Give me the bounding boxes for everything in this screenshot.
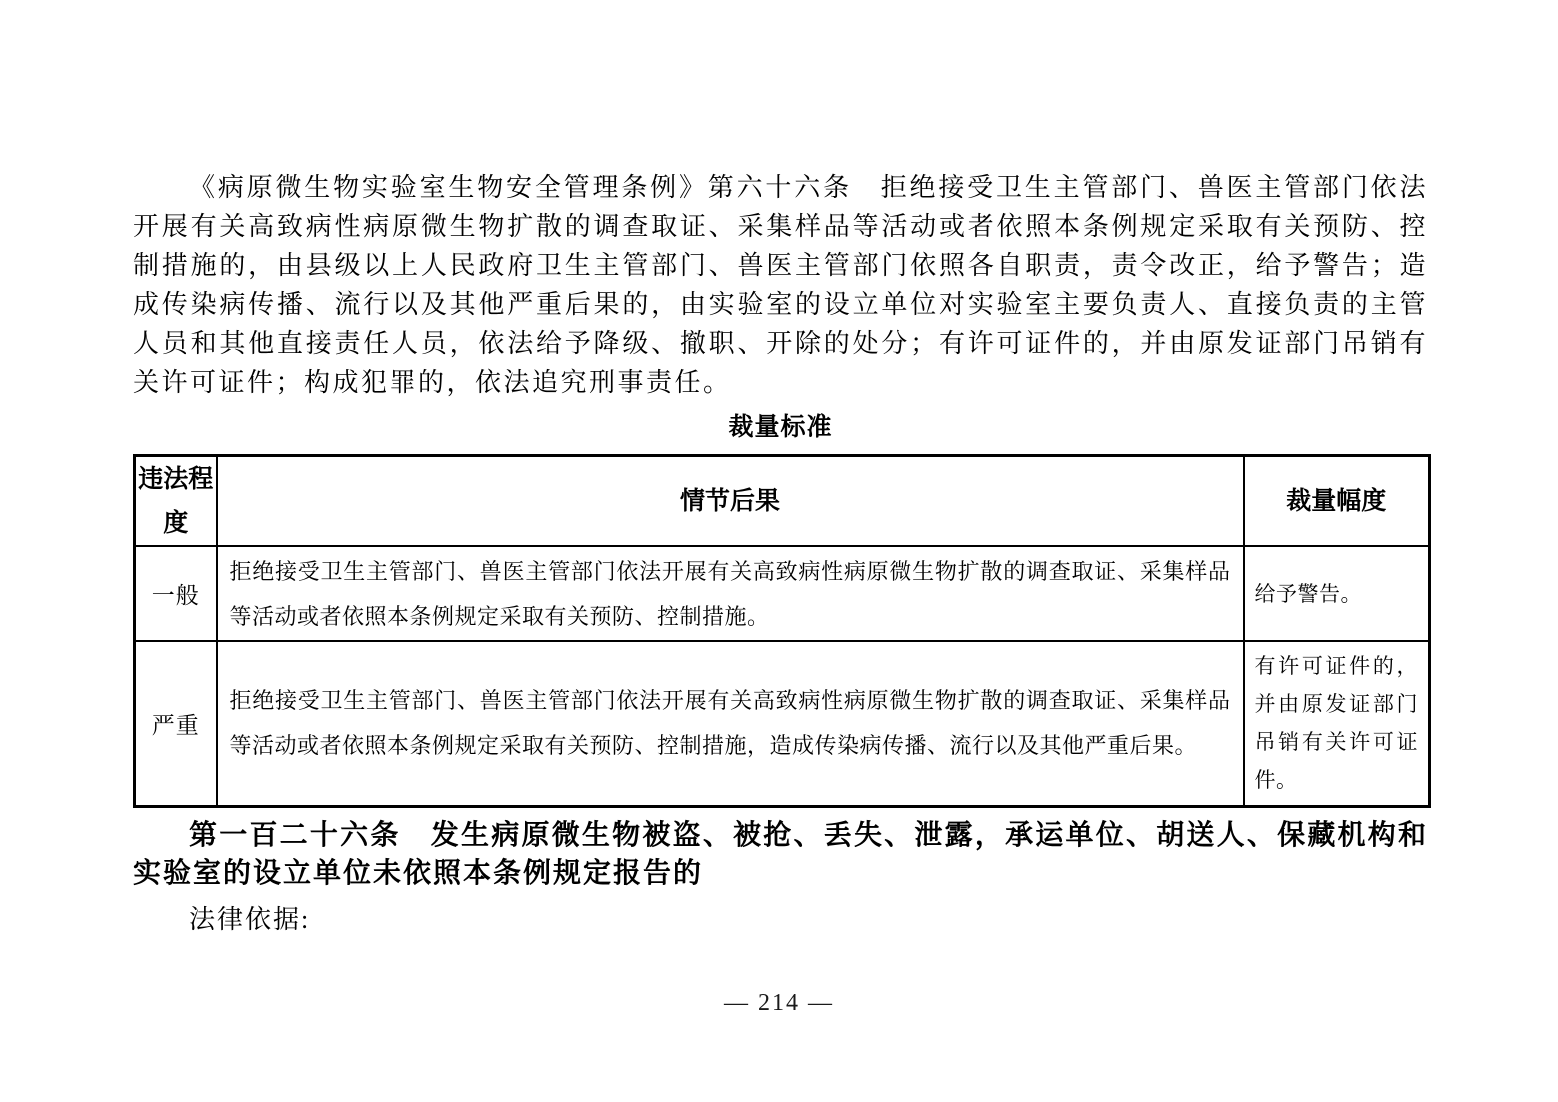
degree-cell-severe: 严重	[135, 641, 217, 806]
range-cell-severe: 有许可证件的，并由原发证部门吊销有关许可证件。	[1244, 641, 1430, 806]
discretion-standards-table	[133, 454, 1431, 808]
range-cell-general: 给予警告。	[1244, 546, 1430, 641]
circumstance-cell-severe: 拒绝接受卫生主管部门、兽医主管部门依法开展有关高致病性病原微生物扩散的调查取证、采集样品等活动或者依照本条例规定采取有关预防、控制措施，造成传染病传播、流行以及其他严重后果。	[217, 641, 1244, 806]
table-row-severe	[135, 641, 1430, 806]
table-row-general	[135, 546, 1430, 641]
table-title: 裁量标准	[728, 413, 833, 441]
legal-basis-label: 法律依据:	[189, 904, 311, 934]
circumstance-cell-general: 拒绝接受卫生主管部门、兽医主管部门依法开展有关高致病性病原微生物扩散的调查取证、采集样品等活动或者依照本条例规定采取有关预防、控制措施。	[217, 546, 1244, 641]
header-discretion-range: 裁量幅度	[1244, 456, 1430, 547]
header-violation-degree: 违法程度	[135, 456, 217, 547]
page-number: — 214 —	[724, 990, 834, 1016]
header-circumstance: 情节后果	[217, 456, 1244, 547]
paragraph-article-126: 第一百二十六条 发生病原微生物被盗、被抢、丢失、泄露，承运单位、胡送人、保藏机构和实验室的设立单位未依照本条例规定报告的	[133, 819, 1428, 889]
paragraph-article-66: 《病原微生物实验室生物安全管理条例》第六十六条 拒绝接受卫生主管部门、兽医主管部门依法开展有关高致病性病原微生物扩散的调查取证、采集样品等活动或者依照本条例规定采取有关预防、控制措施的，由县级以上人民政府卫生主管部门、兽医主管部门依照各自职责，责令改正，给予警告；造成传染病传播、流行以及其他严重后果的，由实验室的设立单位对实验室主要负责人、直接负责的主管人员和其他直接责任人员，依法给予降级、撤职、开除的处分；有许可证件的，并由原发证部门吊销有关许可证件；构成犯罪的，依法追究刑事责任。	[133, 173, 1428, 397]
degree-cell-general: 一般	[135, 546, 217, 641]
table-header-row	[135, 456, 1430, 547]
